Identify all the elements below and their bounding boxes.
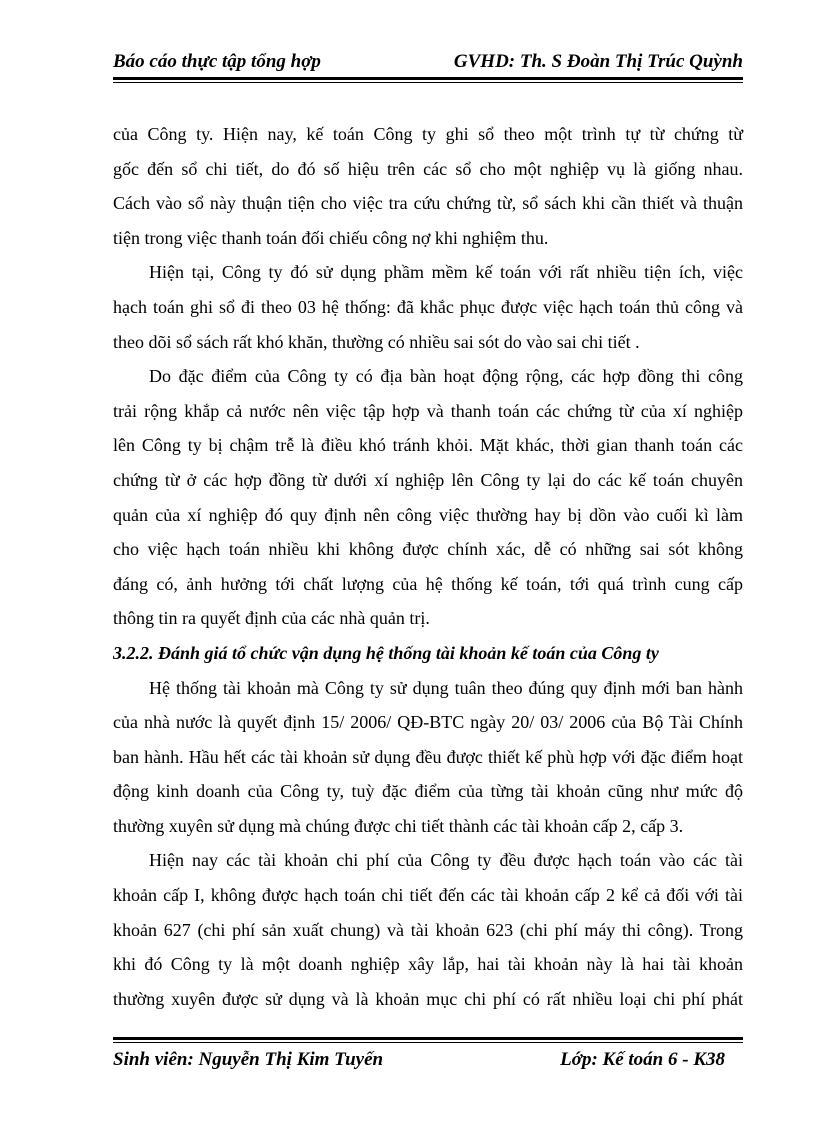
text-line: theo dõi sổ sách rất khó khăn, thường có nhiều sai sót do vào sai chi tiết . <box>113 331 640 352</box>
text-line: lên Công ty bị chậm trễ là điều khó tránh khỏi. Mặt khác, thời gian thanh toán các <box>113 435 743 456</box>
supervisor-name: GVHD: Th. S Đoàn Thị Trúc Quỳnh <box>453 51 743 72</box>
text-line: Cách vào sổ này thuận tiện cho việc tra cứu chứng từ, sổ sách khi cần thiết và thuận <box>113 193 743 214</box>
document-body <box>113 117 743 1016</box>
page-header <box>113 49 743 79</box>
text-line: thông tin ra quyết định của các nhà quản trị. <box>113 608 430 629</box>
text-line: thường xuyên sử dụng mà chúng được chi tiết thành các tài khoản cấp 2, cấp 3. <box>113 815 684 836</box>
text-line: hạch toán ghi sổ đi theo 03 hệ thống: đã khắc phục được việc hạch toán thủ công và <box>113 296 743 317</box>
text-line: khoản 627 (chi phí sản xuất chung) và tài khoản 623 (chi phí máy thi công). Trong <box>113 919 743 940</box>
footer-rule <box>113 1037 743 1043</box>
text-line: Hiện tại, Công ty đó sử dụng phầm mềm kế toán với rất nhiều tiện ích, việc <box>149 262 743 283</box>
text-line: quản của xí nghiệp đó quy định nên công việc thường hay bị dồn vào cuối kì làm <box>113 504 743 525</box>
text-line: gốc đến sổ chi tiết, do đó số hiệu trên các sổ cho một nghiệp vụ là giống nhau. <box>113 158 743 179</box>
text-line: tiện trong việc thanh toán đối chiếu công nợ khi nghiệm thu. <box>113 227 549 248</box>
report-title: Báo cáo thực tập tổng hợp <box>113 51 321 72</box>
text-line: của nhà nước là quyết định 15/ 2006/ QĐ-BTC ngày 20/ 03/ 2006 của Bộ Tài Chính <box>113 712 743 733</box>
text-line: ban hành. Hầu hết các tài khoản sử dụng đều được thiết kế phù hợp với đặc điểm hoạt <box>113 746 743 767</box>
text-line: Hiện nay các tài khoản chi phí của Công ty đều được hạch toán vào các tài <box>149 850 743 871</box>
text-line: chứng từ ở các hợp đồng từ dưới xí nghiệp lên Công ty lại do các kế toán chuyên <box>113 469 743 490</box>
page-footer <box>113 1037 743 1077</box>
text-line: cho việc hạch toán nhiều khi không được chính xác, dễ có những sai sót không <box>113 539 743 560</box>
text-line: trải rộng khắp cả nước nên việc tập hợp và thanh toán các chứng từ của xí nghiệp <box>113 400 743 421</box>
text-line: khoản cấp I, không được hạch toán chi tiết đến các tài khoản cấp 2 kể cả đối với tài <box>113 885 743 906</box>
class-name: Lớp: Kế toán 6 - K38 <box>560 1049 725 1070</box>
text-line: khi đó Công ty là một doanh nghiệp xây lắp, hai tài khoản này là hai tài khoản <box>113 954 743 975</box>
text-line: Hệ thống tài khoản mà Công ty sử dụng tuân theo đúng quy định mới ban hành <box>149 677 743 698</box>
text-line: Do đặc điểm của Công ty có địa bàn hoạt động rộng, các hợp đồng thi công <box>149 366 743 387</box>
text-line: động kinh doanh của Công ty, tuỳ đặc điểm của từng tài khoản cũng như mức độ <box>113 781 743 802</box>
text-line: đáng có, ảnh hưởng tới chất lượng của hệ thống kế toán, tới quá trình cung cấp <box>113 573 743 594</box>
student-name: Sinh viên: Nguyễn Thị Kim Tuyến <box>113 1049 384 1070</box>
text-line: của Công ty. Hiện nay, kế toán Công ty ghi sổ theo một trình tự từ chứng từ <box>113 124 743 144</box>
section-heading: 3.2.2. Đánh giá tổ chức vận dụng hệ thống tài khoản kế toán của Công ty <box>113 642 659 663</box>
header-rule <box>113 77 743 83</box>
text-line: thường xuyên được sử dụng và là khoản mục chi phí có rất nhiều loại chi phí phát <box>113 988 743 1009</box>
